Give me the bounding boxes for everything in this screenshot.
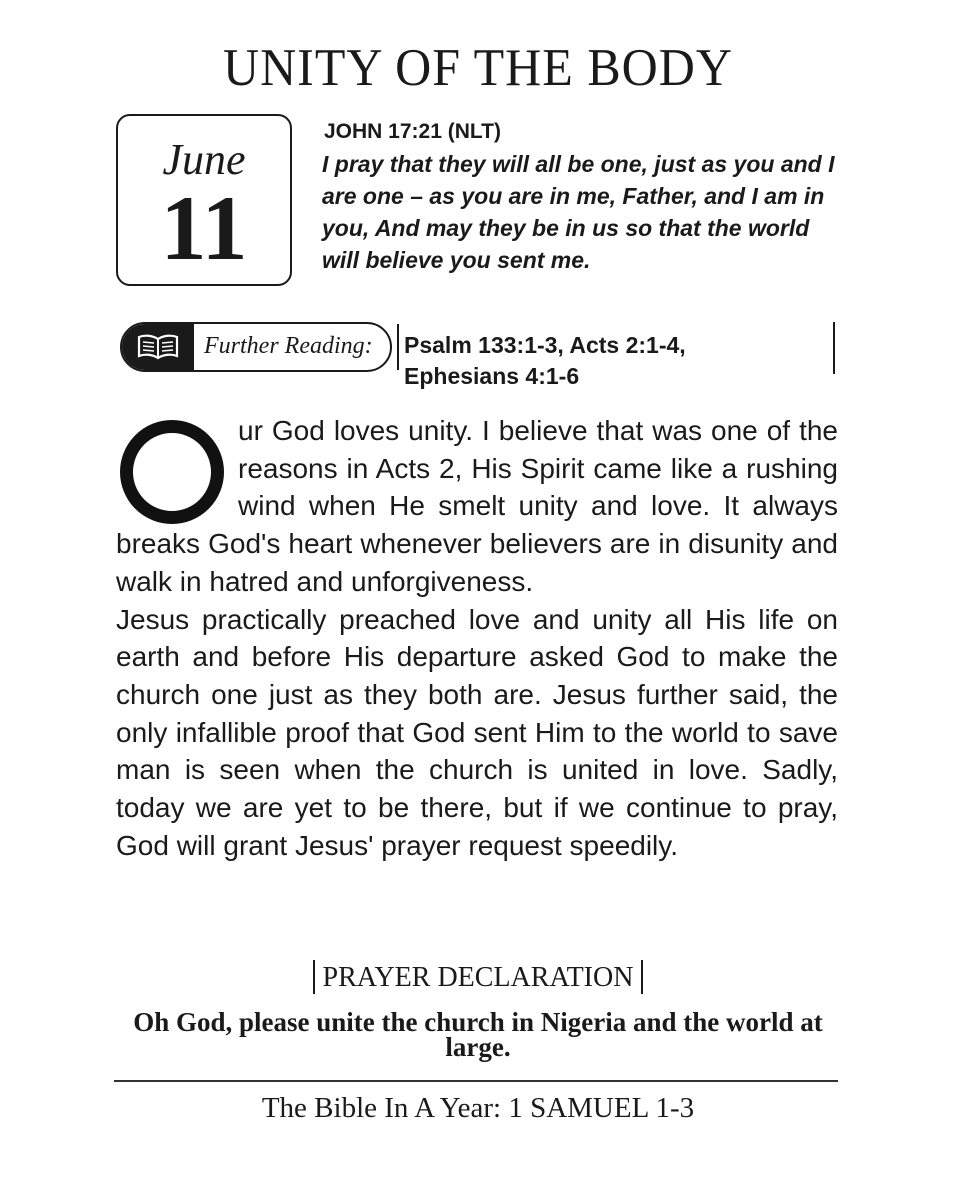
- devotional-body: [116, 412, 838, 864]
- prayer-heading: [0, 962, 956, 997]
- prayer-heading-bar-left: [313, 960, 315, 994]
- footer-divider: [114, 1080, 838, 1082]
- further-reading-badge: [120, 322, 392, 372]
- verse-reference: JOHN 17:21 (NLT): [324, 120, 501, 143]
- further-reading-icon-area: [122, 324, 194, 370]
- open-book-icon: [136, 333, 180, 361]
- further-reading-divider-left: [397, 324, 399, 370]
- page-title: UNITY OF THE BODY: [222, 37, 734, 97]
- drop-cap-letter: [120, 420, 224, 524]
- further-reading-divider-right: [833, 322, 835, 374]
- devotional-paragraph-2: Jesus practically preached love and unity all His life on earth and before His departure asked God to make the church one just as they both are. Jesus further said, the only infallible proof that God sent Him to the world to save man is seen when the church is united in love. Sadly, today we are yet to be there, but if we continue to pray, God will grant Jesus' prayer request speedily.: [116, 603, 838, 861]
- prayer-text: Oh God, please unite the church in Nigeria and the world at large.: [133, 1007, 823, 1062]
- bible-in-a-year: The Bible In A Year: 1 SAMUEL 1-3: [261, 1092, 695, 1124]
- prayer-heading-bar-right: [641, 960, 643, 994]
- prayer-heading-text: PRAYER DECLARATION: [322, 962, 634, 993]
- devotional-paragraph-1: [116, 412, 838, 601]
- further-reading-label: Further Reading:: [204, 333, 373, 359]
- date-box: [116, 114, 292, 286]
- date-month: June: [162, 135, 246, 184]
- paragraph-1-text: ur God loves unity. I believe that was one of the reasons in Acts 2, His Spirit came like a rushing wind when He smelt unity and love. It always breaks God's heart whenever believers are in disunity and walk in hatred and unforgiveness.: [116, 415, 838, 597]
- verse-text: I pray that they will all be one, just as you and I are one – as you are in me, Father, and I am in you, And may they be in us so that the world will believe you sent me.: [322, 151, 835, 273]
- date-day: 11: [160, 177, 248, 279]
- further-reading-references: Psalm 133:1-3, Acts 2:1-4, Ephesians 4:1-6: [404, 332, 686, 389]
